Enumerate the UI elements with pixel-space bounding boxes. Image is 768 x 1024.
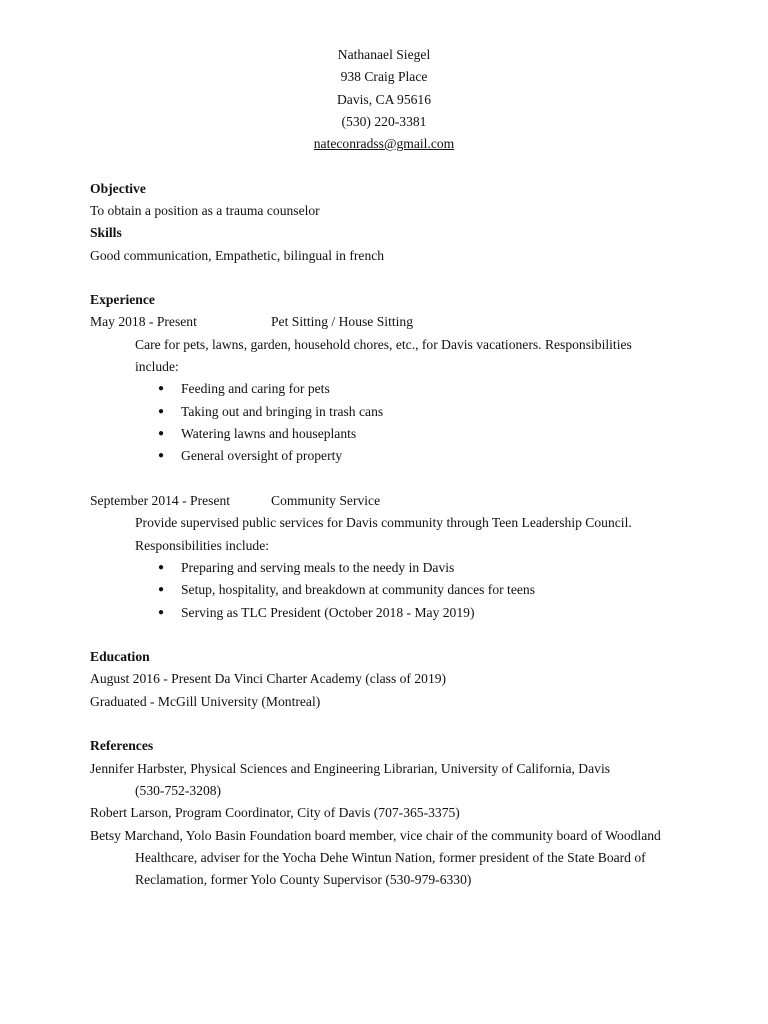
job-description-line: Provide supervised public services for Davis community through Teen Leadership Council. <box>135 515 632 530</box>
objective-text: To obtain a position as a trauma counselor <box>90 203 320 218</box>
responsibility-item: Preparing and serving meals to the needy in Davis <box>181 560 455 575</box>
email-link[interactable]: nateconradss@gmail.com <box>313 136 455 151</box>
responsibility-item: Serving as TLC President (October 2018 - May 2019) <box>181 605 475 620</box>
bullet-icon: ● <box>158 450 165 461</box>
job-title: Pet Sitting / House Sitting <box>271 314 413 329</box>
reference-line: Healthcare, adviser for the Yocha Dehe Wintun Nation, former president of the State Board of <box>135 850 646 865</box>
applicant-name: Nathanael Siegel <box>337 47 431 62</box>
responsibility-item: General oversight of property <box>181 448 343 463</box>
education-line: Graduated - McGill University (Montreal) <box>90 694 321 709</box>
bullet-icon: ● <box>158 584 165 595</box>
job-dates: May 2018 - Present <box>90 314 197 329</box>
bullet-icon: ● <box>158 406 165 417</box>
job-dates: September 2014 - Present <box>90 493 231 508</box>
bullet-icon: ● <box>158 562 165 573</box>
objective-heading: Objective <box>90 181 146 196</box>
education-heading: Education <box>90 649 150 664</box>
bullet-icon: ● <box>158 607 165 618</box>
job-description-line: Care for pets, lawns, garden, household chores, etc., for Davis vacationers. Responsibilities <box>135 337 632 352</box>
responsibility-item: Setup, hospitality, and breakdown at community dances for teens <box>181 582 535 597</box>
street-address: 938 Craig Place <box>340 69 428 84</box>
phone-number: (530) 220-3381 <box>341 114 427 129</box>
education-line: August 2016 - Present Da Vinci Charter Academy (class of 2019) <box>90 671 447 686</box>
reference-line: (530-752-3208) <box>135 783 222 798</box>
city-state-zip: Davis, CA 95616 <box>336 92 432 107</box>
email-row <box>0 135 768 153</box>
responsibility-item: Watering lawns and houseplants <box>181 426 357 441</box>
job-title: Community Service <box>271 493 381 508</box>
reference-line: Betsy Marchand, Yolo Basin Foundation board member, vice chair of the community board of Woodland <box>90 828 661 843</box>
reference-line: Jennifer Harbster, Physical Sciences and Engineering Librarian, University of California, Davis <box>90 761 611 776</box>
skills-text: Good communication, Empathetic, bilingual in french <box>90 248 385 263</box>
reference-line: Reclamation, former Yolo County Supervisor (530-979-6330) <box>135 872 472 887</box>
responsibility-item: Feeding and caring for pets <box>181 381 330 396</box>
skills-heading: Skills <box>90 225 122 240</box>
job-description-line: include: <box>135 359 179 374</box>
bullet-icon: ● <box>158 383 165 394</box>
job-description-line: Responsibilities include: <box>135 538 270 553</box>
references-heading: References <box>90 738 154 753</box>
reference-line: Robert Larson, Program Coordinator, City of Davis (707-365-3375) <box>90 805 460 820</box>
bullet-icon: ● <box>158 428 165 439</box>
experience-heading: Experience <box>90 292 155 307</box>
responsibility-item: Taking out and bringing in trash cans <box>181 404 384 419</box>
